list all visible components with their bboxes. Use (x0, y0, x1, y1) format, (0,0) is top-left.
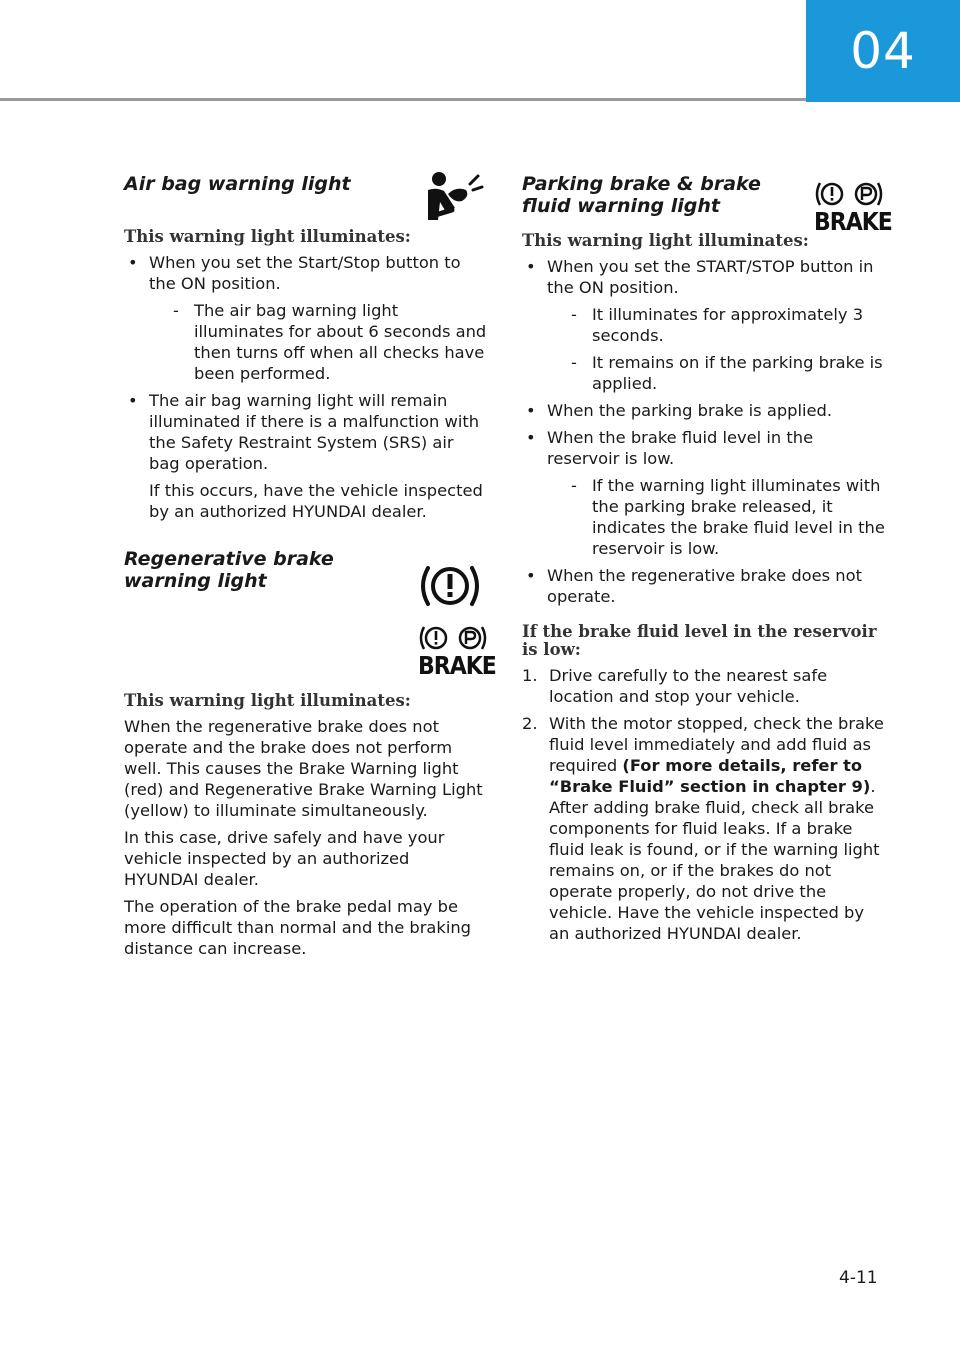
list-item: • When the parking brake is applied. (522, 400, 888, 421)
regen-brake-p3: The operation of the brake pedal may be more difficult than normal and the braking distance can increase. (124, 897, 472, 958)
list-item: - It illuminates for approximately 3 seconds. (547, 304, 888, 346)
list-item: • When you set the Start/Stop button to the ON position. - The air bag warning light illuminates for about 6 seconds and then turns off when all checks have been performed. (124, 252, 488, 384)
parking-brake-lead: This warning light illuminates: (522, 231, 809, 250)
header-rule (0, 98, 806, 101)
chapter-reference: (For more details, refer to “Brake Fluid” section in chapter 9) (549, 756, 871, 796)
parking-brake-icon (814, 180, 892, 237)
airbag-lead: This warning light illuminates: (124, 227, 411, 246)
chapter-number: 04 (850, 22, 916, 80)
list-item: - The air bag warning light illuminates for about 6 seconds and then turns off when all checks have been performed. (149, 300, 488, 384)
list-item: • When the brake fluid level in the reservoir is low. - If the warning light illuminates with the parking brake released, it indicates the brake fluid level in the reservoir is low. (522, 427, 888, 559)
chapter-tab (806, 0, 960, 102)
airbag-section (124, 170, 488, 522)
airbag-warning-icon (422, 170, 484, 232)
list-item: 2. With the motor stopped, check the brake fluid level immediately and add fluid as required (For more details, refer to “Brake Fluid” section in chapter 9). After adding brake fluid, check all brake components for fluid leaks. If a brake fluid leak is found, or if the warning light remains on, or if the brakes do not operate properly, do not drive the vehicle. Have the vehicle inspected by an authorized HYUNDAI dealer. (522, 714, 884, 943)
brake-label: BRAKE (418, 652, 496, 681)
parking-brake-title: Parking brake & brake fluid warning light (522, 173, 761, 217)
regen-brake-p2: In this case, drive safely and have your vehicle inspected by an authorized HYUNDAI dealer. (124, 828, 445, 889)
left-column (124, 170, 496, 965)
right-column (522, 170, 892, 950)
brake-fluid-lead: If the brake fluid level in the reservoir is low: (522, 622, 877, 659)
list-item: 1. Drive carefully to the nearest safe location and stop your vehicle. (522, 666, 828, 706)
list-item: - It remains on if the parking brake is applied. (547, 352, 888, 394)
brake-warning-icon (418, 624, 496, 681)
list-item: • When you set the START/STOP button in the ON position. - It illuminates for approximately 3 seconds. - It remains on if the parking brake is applied. (522, 256, 888, 394)
list-item: • When the regenerative brake does not operate. (522, 565, 888, 607)
page-number: 4-11 (839, 1268, 878, 1288)
regen-brake-section (124, 548, 496, 959)
list-item: • The air bag warning light will remain illuminated if there is a malfunction with the Safety Restraint System (SRS) air bag operation. If this occurs, have the vehicle inspected by an authorized HYUNDAI dealer. (124, 390, 488, 522)
regen-brake-lead: This warning light illuminates: (124, 691, 411, 710)
exclamation-circle-icon (416, 562, 484, 614)
regen-brake-p1: When the regenerative brake does not operate and the brake does not perform well. This causes the Brake Warning light (red) and Regenerative Brake Warning Light (yellow) to illuminate simultaneously. (124, 717, 483, 820)
brake-label: BRAKE (814, 208, 892, 237)
parking-brake-section (522, 170, 892, 944)
list-item: - If the warning light illuminates with the parking brake released, it indicates the brake fluid level in the reservoir is low. (547, 475, 888, 559)
airbag-title: Air bag warning light (124, 173, 351, 195)
airbag-note: If this occurs, have the vehicle inspected by an authorized HYUNDAI dealer. (149, 481, 483, 521)
regen-brake-title: Regenerative brake warning light (124, 548, 334, 592)
